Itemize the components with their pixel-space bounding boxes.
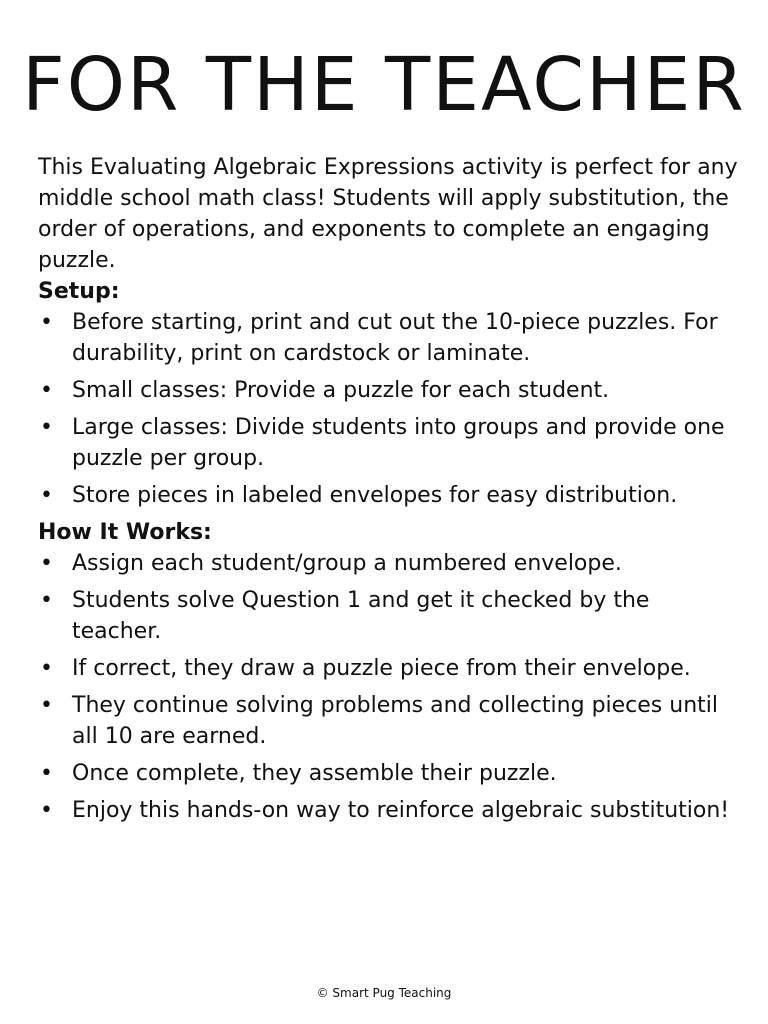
how-it-works-item	[38, 548, 738, 579]
setup-item	[38, 307, 738, 369]
bullet-icon: •	[40, 798, 53, 823]
setup-item-text: Small classes: Provide a puzzle for each student.	[72, 378, 610, 403]
page-title: FOR THE TEACHER	[22, 42, 746, 128]
setup-item-text: Store pieces in labeled envelopes for easy distribution.	[72, 483, 678, 508]
bullet-icon: •	[40, 415, 53, 440]
copyright-footer: © Smart Pug Teaching	[316, 986, 452, 1000]
setup-heading: Setup:	[38, 279, 120, 304]
bullet-icon: •	[40, 551, 53, 576]
how-it-works-heading: How It Works:	[38, 520, 212, 545]
setup-item-text: Before starting, print and cut out the 10-piece puzzles. For durability, print on cardstock or laminate.	[72, 310, 718, 366]
setup-item	[38, 480, 738, 511]
how-it-works-list	[38, 548, 738, 826]
how-it-works-item-text: Enjoy this hands-on way to reinforce algebraic substitution!	[72, 798, 730, 823]
how-it-works-item-text: Students solve Question 1 and get it checked by the teacher.	[72, 588, 650, 644]
bullet-icon: •	[40, 378, 53, 403]
how-it-works-item	[38, 653, 738, 684]
how-it-works-item-text: They continue solving problems and collecting pieces until all 10 are earned.	[72, 693, 719, 749]
how-it-works-item-text: If correct, they draw a puzzle piece from their envelope.	[72, 656, 691, 681]
setup-list	[38, 307, 738, 511]
setup-item	[38, 375, 738, 406]
how-it-works-item	[38, 795, 738, 826]
how-it-works-item-text: Assign each student/group a numbered envelope.	[72, 551, 622, 576]
how-it-works-item-text: Once complete, they assemble their puzzle.	[72, 761, 557, 786]
bullet-icon: •	[40, 483, 53, 508]
setup-item-text: Large classes: Divide students into groups and provide one puzzle per group.	[72, 415, 725, 471]
intro-paragraph: This Evaluating Algebraic Expressions activity is perfect for any middle school math class! Students will apply substitution, the order of operations, and exponents to complete an engaging puzzle.	[38, 155, 738, 273]
how-it-works-item	[38, 690, 738, 752]
bullet-icon: •	[40, 693, 53, 718]
how-it-works-item	[38, 758, 738, 789]
how-it-works-item	[38, 585, 738, 647]
bullet-icon: •	[40, 656, 53, 681]
setup-item	[38, 412, 738, 474]
main-content	[38, 152, 738, 832]
bullet-icon: •	[40, 588, 53, 613]
bullet-icon: •	[40, 761, 53, 786]
bullet-icon: •	[40, 310, 53, 335]
